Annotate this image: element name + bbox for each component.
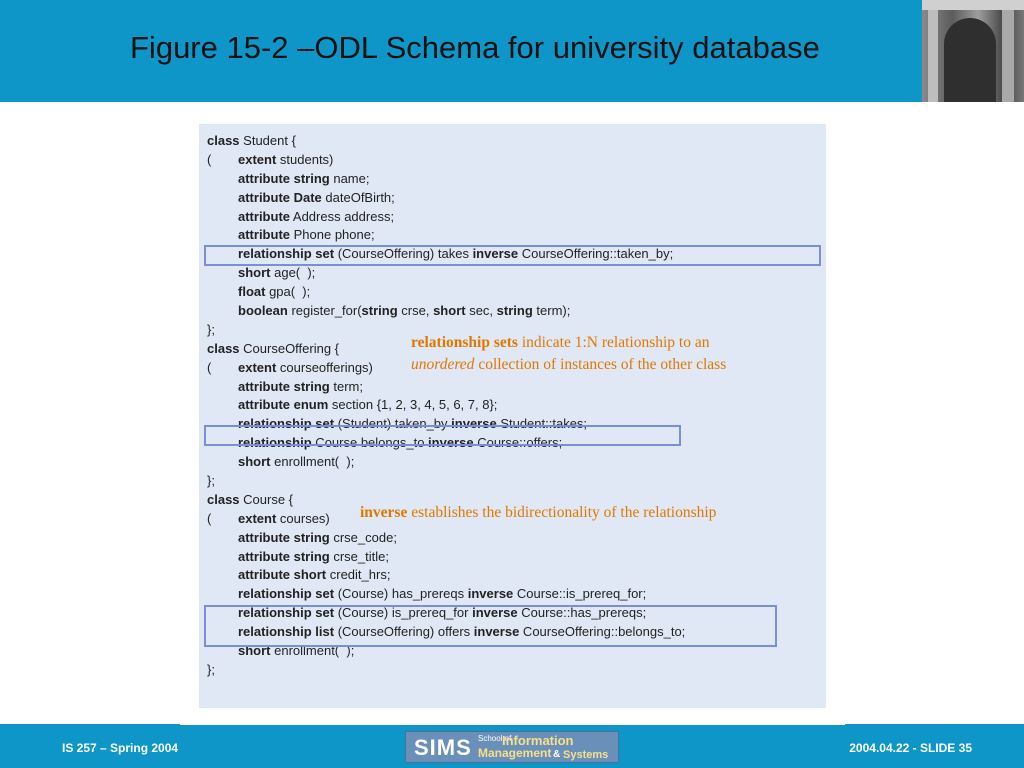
code-line: }; — [207, 473, 215, 489]
slide-title: Figure 15-2 –ODL Schema for university database — [130, 30, 820, 65]
code-line: attribute enum section {1, 2, 3, 4, 5, 6, 7, 8}; — [238, 397, 498, 413]
highlight-box-takes — [204, 245, 821, 266]
code-line: class Student { — [207, 133, 296, 148]
logo-information: Information — [502, 733, 574, 748]
code-line: relationship set (Course) has_prereqs inverse Course::is_prereq_for; — [238, 586, 647, 602]
note-inverse — [360, 502, 830, 524]
footer-divider — [180, 723, 845, 725]
code-listing-panel — [199, 124, 826, 708]
code-line: relationship Course belongs_to inverse Course::offers; — [238, 435, 563, 451]
code-line: attribute Phone phone; — [238, 227, 375, 243]
code-line: }; — [207, 321, 215, 337]
code-line: short enrollment( ); — [238, 643, 355, 659]
code-line: attribute string crse_title; — [238, 548, 389, 564]
building-photo-icon — [922, 0, 1024, 102]
code-line: boolean register_for(string crse, short sec, string term); — [238, 303, 571, 319]
code-line: class Course { — [207, 491, 294, 507]
code-line: short enrollment( ); — [238, 454, 355, 470]
highlight-box-prereqs — [204, 605, 777, 647]
code-line: }; — [207, 661, 215, 677]
sims-logo — [405, 731, 619, 763]
logo-amp: & — [553, 749, 561, 760]
note1-text1: indicate 1:N relationship to an — [517, 334, 710, 351]
odl-code — [207, 132, 685, 680]
code-line: short age( ); — [238, 265, 316, 281]
highlight-box-taken-by — [204, 425, 681, 446]
logo-sims: SIMS — [414, 735, 472, 760]
code-line: attribute Address address; — [238, 208, 395, 224]
code-line: attribute Date dateOfBirth; — [238, 189, 395, 205]
code-line: class CourseOffering { — [207, 340, 340, 356]
slide-number: 2004.04.22 - SLIDE 35 — [849, 741, 972, 755]
code-line: attribute string name; — [238, 170, 370, 186]
code-line: attribute string crse_code; — [238, 529, 397, 545]
note1-italic: unordered — [411, 356, 475, 373]
logo-school-of: School of — [478, 734, 512, 743]
code-line: float gpa( ); — [238, 284, 311, 300]
code-line: attribute short credit_hrs; — [238, 567, 391, 583]
code-line: relationship set (Course) is_prereq_for inverse Course::has_prereqs; — [238, 605, 647, 621]
code-line: relationship list (CourseOffering) offers inverse CourseOffering::belongs_to; — [238, 624, 686, 640]
code-line: ( extent courseofferings) — [207, 359, 373, 375]
code-line: ( extent students) — [207, 151, 334, 167]
logo-management: Management — [478, 746, 552, 760]
code-line: relationship set (Student) taken_by inverse Student::takes; — [238, 416, 588, 432]
note-relationship-sets — [411, 332, 831, 376]
code-line: attribute string term; — [238, 378, 363, 394]
code-line: ( extent courses) — [207, 510, 330, 526]
note2-bold: inverse — [360, 504, 408, 521]
note1-bold: relationship sets — [411, 334, 518, 351]
logo-systems: Systems — [563, 749, 609, 761]
course-label: IS 257 – Spring 2004 — [62, 741, 179, 755]
code-line: relationship set (CourseOffering) takes inverse CourseOffering::taken_by; — [238, 246, 674, 262]
note2-text: establishes the bidirectionality of the relationship — [407, 504, 717, 521]
note1-text2: collection of instances of the other class — [474, 356, 727, 373]
